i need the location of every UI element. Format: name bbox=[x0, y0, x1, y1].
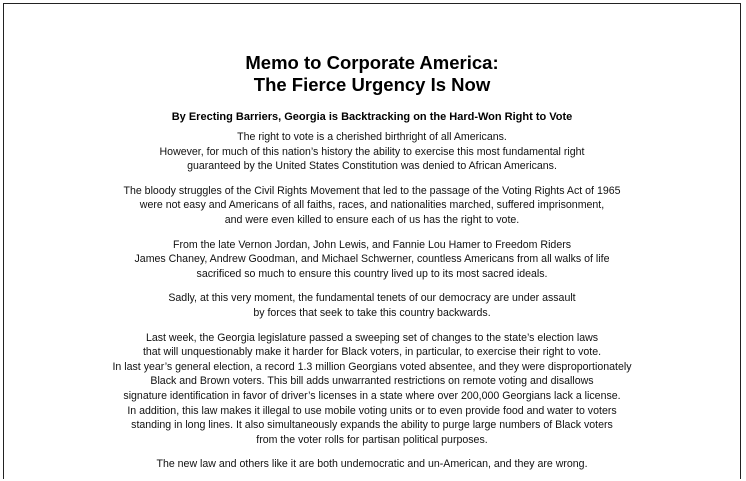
memo-content bbox=[22, 52, 722, 472]
body-paragraph bbox=[22, 130, 722, 174]
paragraph-line: from the voter rolls for partisan political purposes. bbox=[256, 433, 488, 446]
paragraph-line: James Chaney, Andrew Goodman, and Michael Schwerner, countless Americans from all walks of life bbox=[134, 253, 610, 266]
page-subtitle: By Erecting Barriers, Georgia is Backtracking on the Hard-Won Right to Vote bbox=[171, 111, 573, 123]
paragraph-line: Last week, the Georgia legislature passed a sweeping set of changes to the state’s election laws bbox=[145, 331, 599, 344]
title-line: The Fierce Urgency Is Now bbox=[253, 74, 491, 95]
page-title bbox=[22, 52, 722, 96]
paragraph-line: signature identification in favor of driver’s licenses in a state where over 200,000 Georgians lack a license. bbox=[123, 389, 621, 402]
paragraph-line: Black and Brown voters. This bill adds unwarranted restrictions on remote voting and disallows bbox=[150, 375, 594, 388]
body-paragraph bbox=[22, 331, 722, 448]
paragraph-line: sacrificed so much to ensure this country lived up to its most sacred ideals. bbox=[196, 267, 548, 280]
paragraph-line: However, for much of this nation’s history the ability to exercise this most fundamental right bbox=[159, 145, 585, 158]
paragraph-line: were not easy and Americans of all faiths, races, and nationalities marched, suffered imprisonment, bbox=[139, 199, 605, 212]
title-line: Memo to Corporate America: bbox=[245, 52, 499, 73]
body-paragraph bbox=[22, 291, 722, 320]
document-page bbox=[3, 3, 741, 479]
paragraph-line: The bloody struggles of the Civil Rights Movement that led to the passage of the Voting Rights Act of 1965 bbox=[123, 184, 621, 197]
paragraph-line: The new law and others like it are both undemocratic and un-American, and they are wrong. bbox=[156, 458, 588, 471]
body-paragraph bbox=[22, 184, 722, 228]
paragraph-line: From the late Vernon Jordan, John Lewis, and Fannie Lou Hamer to Freedom Riders bbox=[172, 238, 572, 251]
paragraph-line: guaranteed by the United States Constitution was denied to African Americans. bbox=[187, 160, 557, 173]
paragraph-line: standing in long lines. It also simultaneously expands the ability to purge large numbers of Black voters bbox=[131, 419, 613, 432]
body-paragraph bbox=[22, 457, 722, 472]
body-text bbox=[22, 130, 722, 472]
body-paragraph bbox=[22, 238, 722, 282]
paragraph-line: and were even killed to ensure each of us has the right to vote. bbox=[224, 213, 520, 226]
paragraph-line: that will unquestionably make it harder for Black voters, in particular, to exercise their right to vote. bbox=[142, 346, 602, 359]
paragraph-line: In last year’s general election, a record 1.3 million Georgians voted absentee, and they were disproportionately bbox=[112, 360, 632, 373]
paragraph-line: Sadly, at this very moment, the fundamental tenets of our democracy are under assault bbox=[168, 292, 576, 305]
paragraph-line: In addition, this law makes it illegal to use mobile voting units or to even provide food and water to voters bbox=[127, 404, 617, 417]
paragraph-line: by forces that seek to take this country backwards. bbox=[253, 306, 491, 319]
paragraph-line: The right to vote is a cherished birthright of all Americans. bbox=[237, 131, 507, 143]
